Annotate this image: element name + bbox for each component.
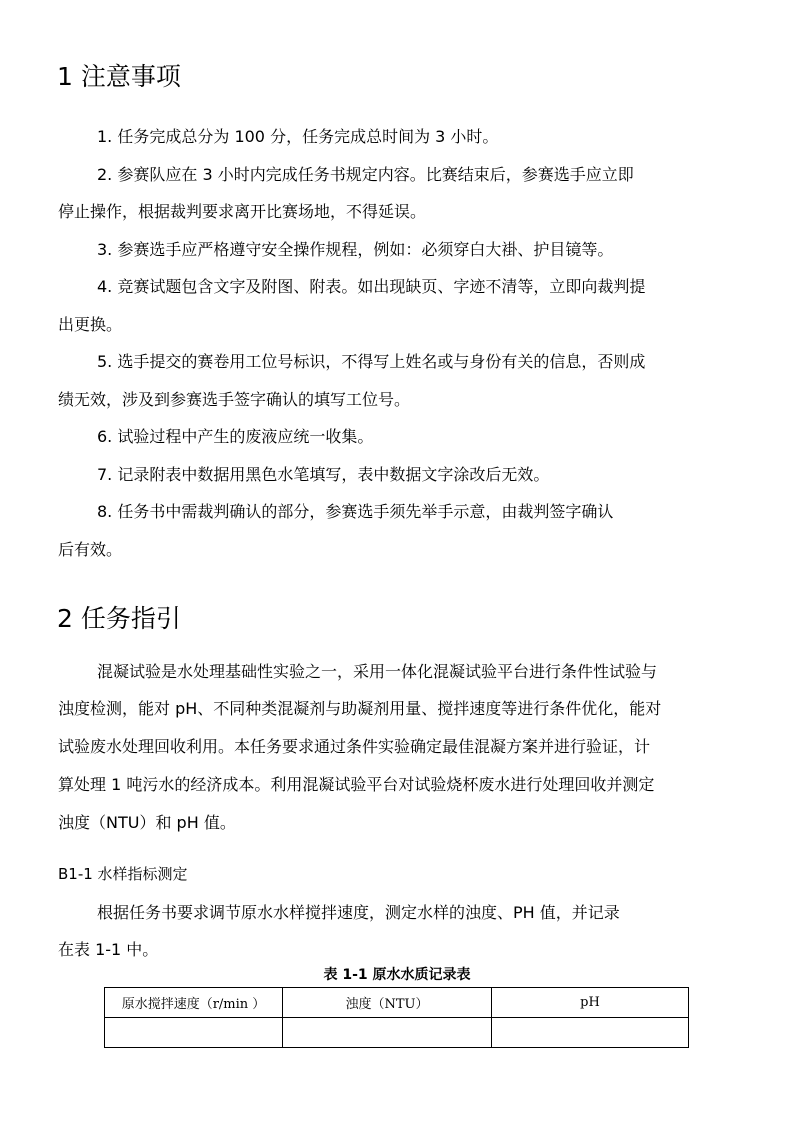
- section-1-heading: 1 注意事项: [57, 62, 181, 91]
- guide-line-3: 试验废水处理回收利用。本任务要求通过条件实验确定最佳混凝方案并进行验证，计: [58, 737, 651, 756]
- section-2-heading: 2 任务指引: [57, 604, 181, 633]
- notice-line-6: 6. 试验过程中产生的废液应统一收集。: [97, 427, 374, 446]
- header-turbidity: 浊度（NTU）: [283, 988, 492, 1018]
- header-ph: pH: [492, 988, 689, 1018]
- notice-line-2: 2. 参赛队应在 3 小时内完成任务书规定内容。比赛结束后，参赛选手应立即: [97, 165, 634, 184]
- table-row: [105, 1018, 689, 1048]
- header-stirring-speed: 原水搅拌速度（r/min ）: [105, 988, 283, 1018]
- cell-stirring-speed[interactable]: [105, 1018, 283, 1048]
- guide-line-1: 混凝试验是水处理基础性实验之一，采用一体化混凝试验平台进行条件性试验与: [97, 662, 658, 681]
- notice-line-8: 8. 任务书中需裁判确认的部分，参赛选手须先举手示意，由裁判签字确认: [97, 502, 614, 521]
- notice-line-4: 4. 竞赛试题包含文字及附图、附表。如出现缺页、字迹不清等，立即向裁判提: [97, 277, 646, 296]
- notice-line-7: 7. 记录附表中数据用黑色水笔填写，表中数据文字涂改后无效。: [97, 465, 550, 484]
- table-caption: 表 1-1 原水水质记录表: [323, 967, 471, 983]
- raw-water-record-table: [104, 987, 689, 1048]
- notice-line-4-cont: 出更换。: [58, 315, 123, 334]
- notice-line-1: 1. 任务完成总分为 100 分，任务完成总时间为 3 小时。: [97, 127, 499, 146]
- guide-line-5: 浊度（NTU）和 pH 值。: [58, 813, 236, 832]
- notice-line-5-cont: 绩无效，涉及到参赛选手签字确认的填写工位号。: [58, 390, 411, 409]
- cell-ph[interactable]: [492, 1018, 689, 1048]
- table-header-row: [105, 988, 689, 1018]
- subsection-line-1: 根据任务书要求调节原水水样搅拌速度，测定水样的浊度、PH 值，并记录: [97, 903, 620, 922]
- guide-line-2: 浊度检测，能对 pH、不同种类混凝剂与助凝剂用量、搅拌速度等进行条件优化，能对: [58, 699, 662, 718]
- notice-line-3: 3. 参赛选手应严格遵守安全操作规程，例如：必须穿白大褂、护目镜等。: [97, 240, 614, 259]
- guide-line-4: 算处理 1 吨污水的经济成本。利用混凝试验平台对试验烧杯废水进行处理回收并测定: [58, 775, 655, 794]
- cell-turbidity[interactable]: [283, 1018, 492, 1048]
- notice-line-5: 5. 选手提交的赛卷用工位号标识，不得写上姓名或与身份有关的信息，否则成: [97, 352, 646, 371]
- subsection-heading: B1-1 水样指标测定: [58, 865, 188, 883]
- notice-line-8-cont: 后有效。: [58, 540, 123, 559]
- subsection-line-2: 在表 1-1 中。: [58, 940, 159, 959]
- notice-line-2-cont: 停止操作，根据裁判要求离开比赛场地，不得延误。: [58, 202, 427, 221]
